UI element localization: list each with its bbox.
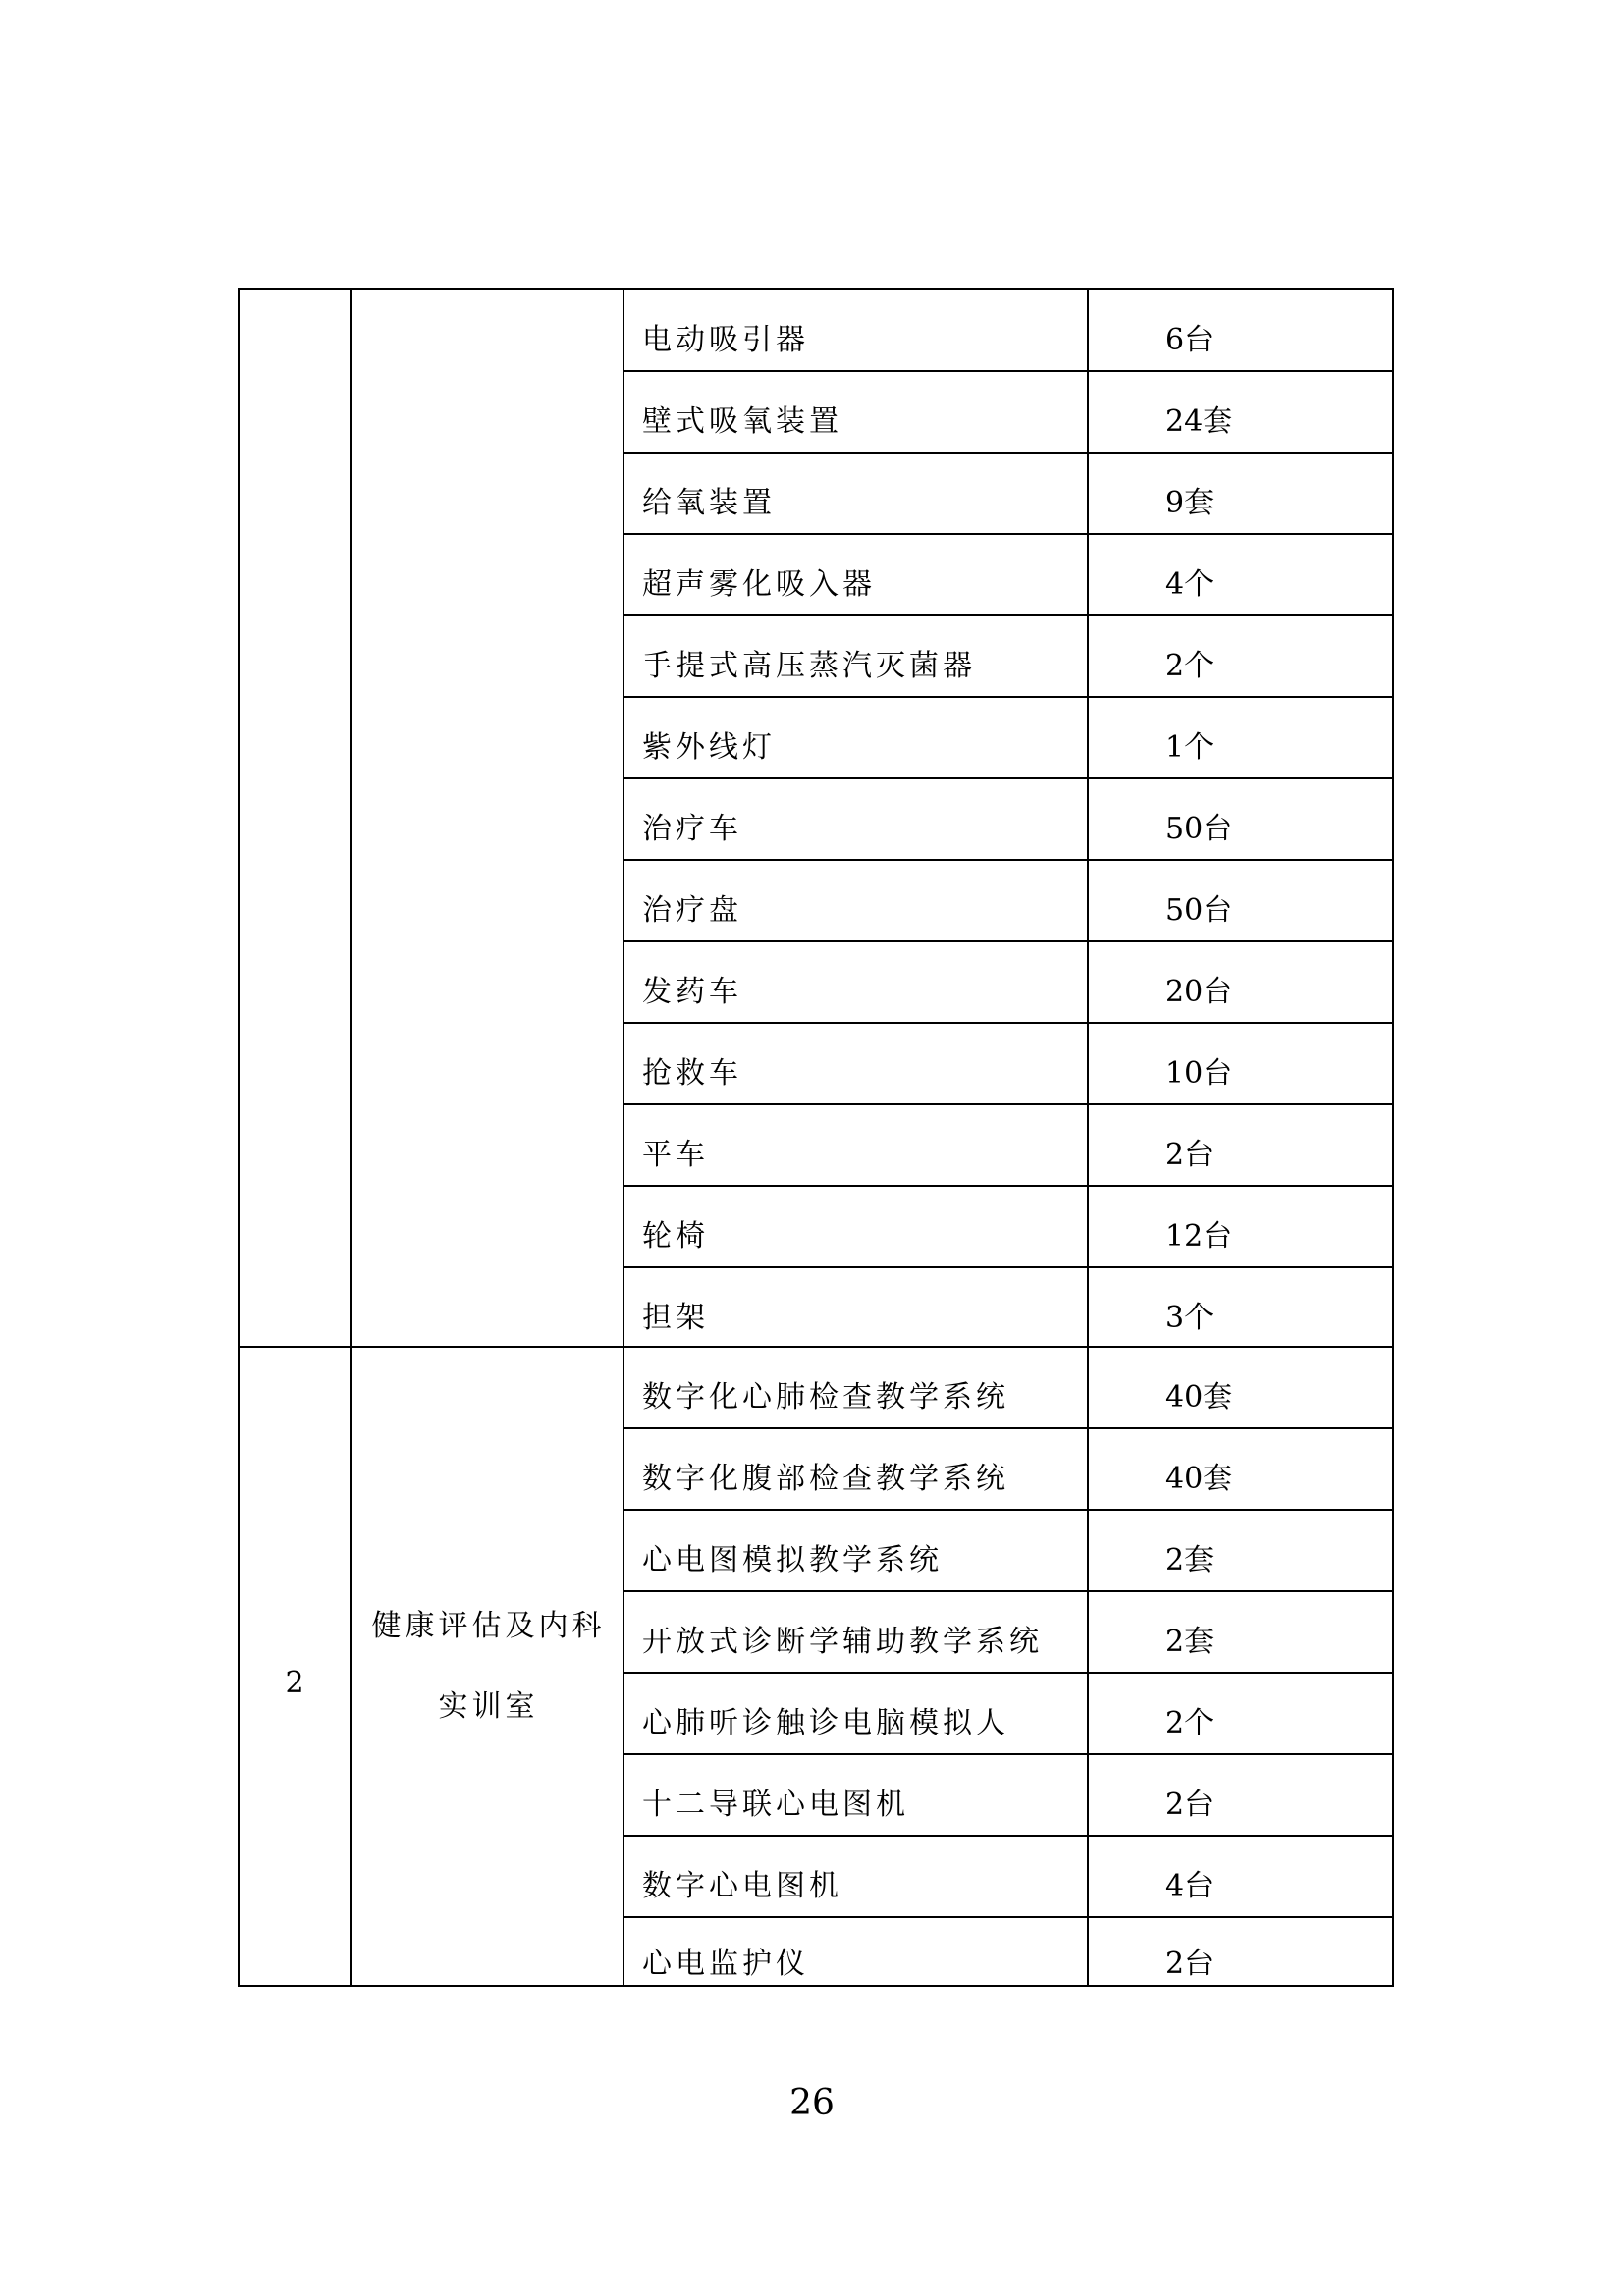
group-divider [240, 1346, 1392, 1348]
page-number: 26 [789, 2083, 835, 2123]
row-divider [624, 1916, 1392, 1918]
item-name: 担架 [642, 1301, 709, 1335]
row-divider [624, 1266, 1392, 1268]
item-quantity: 4台 [1165, 1869, 1215, 1903]
item-quantity: 2台 [1165, 1138, 1215, 1172]
row-divider [624, 777, 1392, 779]
training-room-name-line-2: 实训室 [438, 1689, 539, 1724]
item-quantity: 12台 [1165, 1219, 1233, 1254]
row-divider [624, 452, 1392, 454]
item-name: 治疗车 [642, 812, 742, 846]
item-name: 发药车 [642, 975, 742, 1009]
item-name: 十二导联心电图机 [642, 1788, 909, 1822]
item-name: 超声雾化吸入器 [642, 567, 876, 602]
item-name: 数字化心肺检查教学系统 [642, 1380, 1009, 1415]
row-divider [624, 1022, 1392, 1024]
item-quantity: 4个 [1165, 567, 1215, 602]
row-divider [624, 1590, 1392, 1592]
training-room-name-line-1: 健康评估及内科 [371, 1609, 606, 1643]
equipment-table [238, 288, 1394, 1987]
training-room-name [352, 1586, 624, 1747]
item-quantity: 50台 [1165, 812, 1233, 846]
column-divider [1087, 290, 1089, 1985]
row-index: 2 [285, 1666, 304, 1700]
item-quantity: 9套 [1165, 486, 1215, 520]
item-quantity: 10台 [1165, 1056, 1233, 1091]
item-name: 电动吸引器 [642, 323, 809, 357]
item-name: 数字化腹部检查教学系统 [642, 1462, 1009, 1496]
item-name: 抢救车 [642, 1056, 742, 1091]
row-divider [624, 1509, 1392, 1511]
row-divider [624, 1185, 1392, 1187]
item-quantity: 20台 [1165, 975, 1233, 1009]
item-name: 心电监护仪 [642, 1947, 809, 1981]
item-name: 开放式诊断学辅助教学系统 [642, 1625, 1043, 1659]
row-divider [624, 533, 1392, 535]
item-name: 心电图模拟教学系统 [642, 1543, 943, 1577]
item-name: 轮椅 [642, 1219, 709, 1254]
item-quantity: 2个 [1165, 649, 1215, 683]
row-divider [624, 859, 1392, 861]
item-quantity: 40套 [1165, 1462, 1233, 1496]
item-name: 壁式吸氧装置 [642, 404, 842, 439]
row-divider [624, 370, 1392, 372]
row-divider [624, 1753, 1392, 1755]
item-quantity: 24套 [1165, 404, 1233, 439]
row-divider [624, 614, 1392, 616]
item-name: 平车 [642, 1138, 709, 1172]
item-name: 手提式高压蒸汽灭菌器 [642, 649, 976, 683]
item-quantity: 40套 [1165, 1380, 1233, 1415]
row-divider [624, 696, 1392, 698]
column-divider [350, 290, 352, 1985]
item-quantity: 3个 [1165, 1301, 1215, 1335]
row-divider [624, 1835, 1392, 1837]
item-quantity: 2台 [1165, 1947, 1215, 1981]
row-divider [624, 1427, 1392, 1429]
item-quantity: 2套 [1165, 1543, 1215, 1577]
item-quantity: 2个 [1165, 1706, 1215, 1740]
item-quantity: 2台 [1165, 1788, 1215, 1822]
item-name: 治疗盘 [642, 893, 742, 928]
item-quantity: 1个 [1165, 730, 1215, 765]
item-name: 给氧装置 [642, 486, 776, 520]
item-name: 数字心电图机 [642, 1869, 842, 1903]
row-divider [624, 940, 1392, 942]
item-quantity: 50台 [1165, 893, 1233, 928]
row-divider [624, 1103, 1392, 1105]
item-quantity: 2套 [1165, 1625, 1215, 1659]
item-name: 心肺听诊触诊电脑模拟人 [642, 1706, 1009, 1740]
item-name: 紫外线灯 [642, 730, 776, 765]
item-quantity: 6台 [1165, 323, 1215, 357]
row-divider [624, 1672, 1392, 1674]
